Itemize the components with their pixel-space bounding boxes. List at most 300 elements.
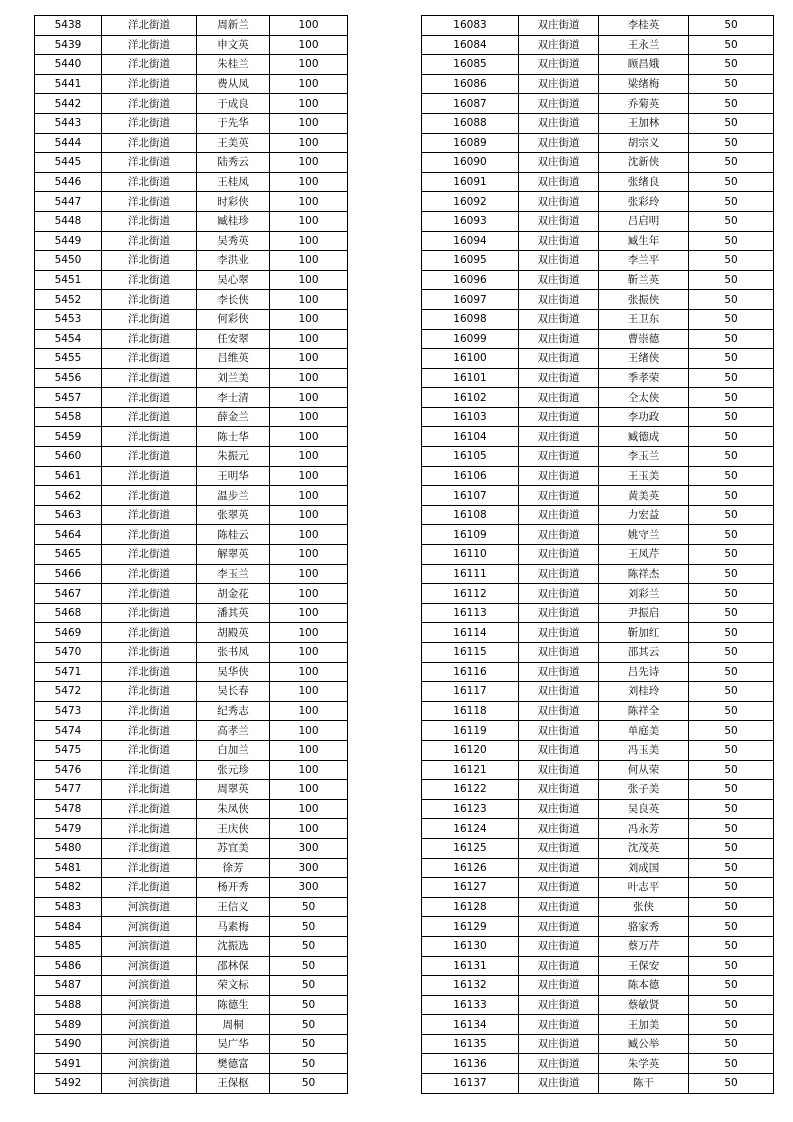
cell-id: 5473 — [35, 701, 102, 721]
table-row — [35, 231, 348, 251]
cell-street: 双庄街道 — [519, 760, 599, 780]
cell-id: 5440 — [35, 55, 102, 75]
cell-street: 双庄街道 — [519, 917, 599, 937]
cell-name: 朱学英 — [599, 1054, 689, 1074]
cell-amount: 50 — [689, 1034, 774, 1054]
cell-name: 刘彩兰 — [599, 584, 689, 604]
cell-name: 顾昌娥 — [599, 55, 689, 75]
cell-street: 洋北街道 — [102, 564, 197, 584]
table-row — [422, 172, 774, 192]
cell-name: 纪秀志 — [197, 701, 270, 721]
cell-id: 5447 — [35, 192, 102, 212]
cell-name: 时彩侠 — [197, 192, 270, 212]
table-row — [422, 211, 774, 231]
cell-id: 16093 — [422, 211, 519, 231]
cell-street: 双庄街道 — [519, 407, 599, 427]
cell-street: 洋北街道 — [102, 94, 197, 114]
cell-id: 5483 — [35, 897, 102, 917]
cell-name: 杨开秀 — [197, 878, 270, 898]
cell-id: 5489 — [35, 1015, 102, 1035]
cell-street: 双庄街道 — [519, 603, 599, 623]
table-row — [35, 623, 348, 643]
cell-id: 5472 — [35, 682, 102, 702]
cell-street: 双庄街道 — [519, 94, 599, 114]
cell-name: 单庭美 — [599, 721, 689, 741]
cell-name: 马素梅 — [197, 917, 270, 937]
cell-name: 力宏益 — [599, 505, 689, 525]
cell-name: 吴长春 — [197, 682, 270, 702]
cell-amount: 50 — [689, 407, 774, 427]
cell-street: 双庄街道 — [519, 799, 599, 819]
cell-name: 蔡敏贤 — [599, 995, 689, 1015]
cell-street: 洋北街道 — [102, 505, 197, 525]
cell-name: 王美英 — [197, 133, 270, 153]
cell-amount: 50 — [689, 662, 774, 682]
cell-amount: 50 — [689, 976, 774, 996]
cell-name: 王保安 — [599, 956, 689, 976]
table-row — [422, 838, 774, 858]
cell-amount: 50 — [689, 623, 774, 643]
cell-amount: 100 — [270, 172, 348, 192]
cell-street: 洋北街道 — [102, 427, 197, 447]
cell-name: 王卫东 — [599, 309, 689, 329]
table-row — [35, 897, 348, 917]
cell-amount: 50 — [270, 995, 348, 1015]
cell-amount: 50 — [689, 309, 774, 329]
cell-name: 解翠英 — [197, 545, 270, 565]
cell-street: 双庄街道 — [519, 564, 599, 584]
table-row — [35, 564, 348, 584]
cell-name: 白加兰 — [197, 740, 270, 760]
cell-name: 李功政 — [599, 407, 689, 427]
cell-amount: 50 — [689, 838, 774, 858]
cell-amount: 50 — [689, 466, 774, 486]
cell-street: 河滨街道 — [102, 1054, 197, 1074]
cell-street: 双庄街道 — [519, 740, 599, 760]
cell-id: 16085 — [422, 55, 519, 75]
cell-street: 双庄街道 — [519, 192, 599, 212]
table-row — [35, 760, 348, 780]
table-row — [422, 407, 774, 427]
cell-street: 洋北街道 — [102, 74, 197, 94]
cell-name: 刘兰美 — [197, 368, 270, 388]
cell-street: 双庄街道 — [519, 133, 599, 153]
cell-id: 5459 — [35, 427, 102, 447]
cell-name: 于先华 — [197, 113, 270, 133]
cell-amount: 50 — [689, 251, 774, 271]
table-row — [422, 1054, 774, 1074]
left-table — [34, 15, 348, 1094]
cell-id: 5469 — [35, 623, 102, 643]
cell-amount: 100 — [270, 427, 348, 447]
table-row — [422, 878, 774, 898]
cell-street: 洋北街道 — [102, 466, 197, 486]
cell-name: 王绪侠 — [599, 349, 689, 369]
cell-id: 16127 — [422, 878, 519, 898]
cell-name: 李洪业 — [197, 251, 270, 271]
cell-amount: 100 — [270, 760, 348, 780]
cell-amount: 100 — [270, 505, 348, 525]
cell-name: 王明华 — [197, 466, 270, 486]
cell-street: 双庄街道 — [519, 329, 599, 349]
cell-amount: 50 — [270, 956, 348, 976]
cell-street: 河滨街道 — [102, 956, 197, 976]
cell-id: 16119 — [422, 721, 519, 741]
cell-amount: 100 — [270, 211, 348, 231]
cell-id: 16099 — [422, 329, 519, 349]
cell-street: 双庄街道 — [519, 838, 599, 858]
cell-amount: 50 — [689, 995, 774, 1015]
cell-id: 5454 — [35, 329, 102, 349]
cell-name: 沈新侠 — [599, 153, 689, 173]
cell-amount: 50 — [689, 564, 774, 584]
cell-street: 双庄街道 — [519, 780, 599, 800]
cell-amount: 50 — [689, 172, 774, 192]
table-row — [422, 760, 774, 780]
table-row — [35, 466, 348, 486]
table-row — [422, 956, 774, 976]
cell-name: 冯玉美 — [599, 740, 689, 760]
cell-street: 洋北街道 — [102, 231, 197, 251]
cell-id: 16088 — [422, 113, 519, 133]
cell-name: 靳兰英 — [599, 270, 689, 290]
cell-name: 陆秀云 — [197, 153, 270, 173]
table-row — [35, 936, 348, 956]
cell-amount: 100 — [270, 740, 348, 760]
cell-id: 16107 — [422, 486, 519, 506]
table-row — [35, 309, 348, 329]
cell-street: 河滨街道 — [102, 897, 197, 917]
cell-id: 16136 — [422, 1054, 519, 1074]
table-row — [35, 55, 348, 75]
cell-street: 双庄街道 — [519, 447, 599, 467]
cell-id: 16122 — [422, 780, 519, 800]
cell-street: 洋北街道 — [102, 740, 197, 760]
cell-street: 洋北街道 — [102, 858, 197, 878]
cell-name: 朱凤侠 — [197, 799, 270, 819]
table-row — [422, 505, 774, 525]
cell-amount: 100 — [270, 270, 348, 290]
cell-amount: 100 — [270, 662, 348, 682]
cell-amount: 50 — [689, 584, 774, 604]
cell-name: 叶志平 — [599, 878, 689, 898]
cell-id: 16131 — [422, 956, 519, 976]
table-row — [422, 466, 774, 486]
cell-street: 河滨街道 — [102, 976, 197, 996]
cell-street: 洋北街道 — [102, 172, 197, 192]
table-row — [422, 976, 774, 996]
cell-amount: 100 — [270, 231, 348, 251]
cell-street: 洋北街道 — [102, 133, 197, 153]
cell-amount: 50 — [689, 349, 774, 369]
table-row — [422, 153, 774, 173]
table-row — [35, 427, 348, 447]
cell-street: 双庄街道 — [519, 878, 599, 898]
table-row — [35, 74, 348, 94]
table-row — [422, 192, 774, 212]
cell-amount: 100 — [270, 290, 348, 310]
table-row — [35, 525, 348, 545]
cell-amount: 50 — [270, 936, 348, 956]
cell-street: 双庄街道 — [519, 643, 599, 663]
table-row — [422, 1015, 774, 1035]
cell-id: 16092 — [422, 192, 519, 212]
cell-street: 洋北街道 — [102, 192, 197, 212]
cell-name: 王凤芹 — [599, 545, 689, 565]
table-row — [35, 192, 348, 212]
table-row — [422, 564, 774, 584]
table-row — [35, 113, 348, 133]
cell-amount: 100 — [270, 192, 348, 212]
cell-amount: 50 — [689, 701, 774, 721]
cell-id: 16095 — [422, 251, 519, 271]
cell-name: 陈祥杰 — [599, 564, 689, 584]
cell-id: 5460 — [35, 447, 102, 467]
cell-id: 5467 — [35, 584, 102, 604]
table-row — [35, 603, 348, 623]
cell-street: 双庄街道 — [519, 936, 599, 956]
cell-street: 双庄街道 — [519, 113, 599, 133]
cell-id: 5453 — [35, 309, 102, 329]
table-row — [422, 447, 774, 467]
cell-street: 双庄街道 — [519, 682, 599, 702]
cell-amount: 50 — [689, 211, 774, 231]
cell-id: 16086 — [422, 74, 519, 94]
table-row — [422, 603, 774, 623]
cell-id: 5461 — [35, 466, 102, 486]
cell-street: 双庄街道 — [519, 584, 599, 604]
cell-name: 靳加红 — [599, 623, 689, 643]
cell-name: 王信义 — [197, 897, 270, 917]
cell-street: 双庄街道 — [519, 270, 599, 290]
cell-street: 洋北街道 — [102, 388, 197, 408]
cell-name: 朱振元 — [197, 447, 270, 467]
cell-street: 双庄街道 — [519, 74, 599, 94]
cell-street: 洋北街道 — [102, 309, 197, 329]
cell-id: 5480 — [35, 838, 102, 858]
cell-amount: 300 — [270, 878, 348, 898]
cell-id: 16094 — [422, 231, 519, 251]
cell-amount: 100 — [270, 701, 348, 721]
table-row — [422, 721, 774, 741]
cell-id: 16133 — [422, 995, 519, 1015]
cell-id: 5468 — [35, 603, 102, 623]
cell-amount: 50 — [689, 897, 774, 917]
cell-amount: 100 — [270, 251, 348, 271]
table-row — [35, 545, 348, 565]
cell-name: 张绪良 — [599, 172, 689, 192]
cell-amount: 50 — [270, 1034, 348, 1054]
cell-street: 双庄街道 — [519, 721, 599, 741]
cell-amount: 50 — [689, 780, 774, 800]
cell-name: 冯永芳 — [599, 819, 689, 839]
cell-street: 双庄街道 — [519, 897, 599, 917]
cell-amount: 50 — [689, 35, 774, 55]
cell-name: 李玉兰 — [197, 564, 270, 584]
cell-name: 王桂凤 — [197, 172, 270, 192]
cell-name: 乔菊英 — [599, 94, 689, 114]
cell-name: 朱桂兰 — [197, 55, 270, 75]
cell-amount: 100 — [270, 643, 348, 663]
table-row — [35, 447, 348, 467]
cell-street: 河滨街道 — [102, 936, 197, 956]
cell-id: 16130 — [422, 936, 519, 956]
table-row — [422, 897, 774, 917]
cell-street: 洋北街道 — [102, 682, 197, 702]
cell-amount: 50 — [689, 486, 774, 506]
cell-name: 王加美 — [599, 1015, 689, 1035]
cell-street: 河滨街道 — [102, 995, 197, 1015]
cell-amount: 100 — [270, 603, 348, 623]
cell-id: 16125 — [422, 838, 519, 858]
cell-street: 双庄街道 — [519, 662, 599, 682]
cell-street: 双庄街道 — [519, 956, 599, 976]
cell-amount: 50 — [689, 936, 774, 956]
cell-amount: 100 — [270, 799, 348, 819]
table-row — [35, 251, 348, 271]
table-row — [422, 525, 774, 545]
cell-name: 刘成国 — [599, 858, 689, 878]
cell-name: 徐芳 — [197, 858, 270, 878]
cell-street: 洋北街道 — [102, 623, 197, 643]
table-row — [35, 1034, 348, 1054]
cell-name: 李士清 — [197, 388, 270, 408]
cell-street: 洋北街道 — [102, 545, 197, 565]
cell-street: 洋北街道 — [102, 35, 197, 55]
cell-id: 16128 — [422, 897, 519, 917]
cell-street: 双庄街道 — [519, 211, 599, 231]
cell-street: 双庄街道 — [519, 486, 599, 506]
cell-street: 双庄街道 — [519, 1054, 599, 1074]
cell-id: 16100 — [422, 349, 519, 369]
cell-id: 16116 — [422, 662, 519, 682]
cell-name: 王永兰 — [599, 35, 689, 55]
cell-id: 5457 — [35, 388, 102, 408]
cell-id: 5446 — [35, 172, 102, 192]
cell-name: 王庆侠 — [197, 819, 270, 839]
cell-amount: 50 — [689, 721, 774, 741]
cell-amount: 50 — [689, 388, 774, 408]
table-row — [35, 1054, 348, 1074]
cell-id: 5439 — [35, 35, 102, 55]
cell-street: 河滨街道 — [102, 1034, 197, 1054]
cell-id: 16087 — [422, 94, 519, 114]
table-row — [422, 799, 774, 819]
cell-amount: 50 — [689, 270, 774, 290]
cell-amount: 100 — [270, 780, 348, 800]
cell-amount: 100 — [270, 16, 348, 36]
table-row — [422, 740, 774, 760]
table-row — [422, 133, 774, 153]
cell-amount: 50 — [689, 760, 774, 780]
cell-id: 5464 — [35, 525, 102, 545]
cell-id: 16083 — [422, 16, 519, 36]
cell-name: 吴心翠 — [197, 270, 270, 290]
cell-id: 5481 — [35, 858, 102, 878]
cell-name: 邵林保 — [197, 956, 270, 976]
cell-amount: 50 — [689, 819, 774, 839]
cell-name: 尹振启 — [599, 603, 689, 623]
cell-amount: 50 — [270, 1015, 348, 1035]
table-row — [35, 349, 348, 369]
cell-id: 16121 — [422, 760, 519, 780]
cell-amount: 100 — [270, 133, 348, 153]
cell-amount: 100 — [270, 349, 348, 369]
table-row — [422, 349, 774, 369]
cell-street: 洋北街道 — [102, 584, 197, 604]
table-row — [35, 211, 348, 231]
cell-name: 周新兰 — [197, 16, 270, 36]
table-row — [422, 113, 774, 133]
cell-amount: 100 — [270, 525, 348, 545]
table-row — [35, 721, 348, 741]
cell-id: 5451 — [35, 270, 102, 290]
cell-id: 16091 — [422, 172, 519, 192]
cell-amount: 100 — [270, 35, 348, 55]
cell-amount: 50 — [689, 740, 774, 760]
cell-street: 洋北街道 — [102, 838, 197, 858]
cell-id: 5441 — [35, 74, 102, 94]
cell-amount: 50 — [270, 897, 348, 917]
table-row — [35, 172, 348, 192]
cell-street: 河滨街道 — [102, 917, 197, 937]
cell-id: 16101 — [422, 368, 519, 388]
cell-amount: 50 — [270, 976, 348, 996]
cell-id: 5478 — [35, 799, 102, 819]
cell-street: 双庄街道 — [519, 16, 599, 36]
cell-street: 双庄街道 — [519, 545, 599, 565]
cell-street: 双庄街道 — [519, 368, 599, 388]
cell-id: 16120 — [422, 740, 519, 760]
cell-amount: 50 — [689, 133, 774, 153]
cell-amount: 50 — [689, 505, 774, 525]
table-row — [422, 74, 774, 94]
cell-id: 5450 — [35, 251, 102, 271]
cell-street: 洋北街道 — [102, 701, 197, 721]
cell-street: 洋北街道 — [102, 211, 197, 231]
cell-name: 温步兰 — [197, 486, 270, 506]
table-row — [35, 329, 348, 349]
cell-amount: 50 — [270, 1074, 348, 1094]
cell-id: 5444 — [35, 133, 102, 153]
table-row — [422, 995, 774, 1015]
cell-street: 洋北街道 — [102, 153, 197, 173]
cell-id: 5479 — [35, 819, 102, 839]
cell-id: 5490 — [35, 1034, 102, 1054]
cell-id: 16109 — [422, 525, 519, 545]
cell-street: 河滨街道 — [102, 1074, 197, 1094]
cell-id: 5476 — [35, 760, 102, 780]
cell-amount: 50 — [270, 1054, 348, 1074]
cell-street: 双庄街道 — [519, 1015, 599, 1035]
cell-id: 5477 — [35, 780, 102, 800]
cell-street: 双庄街道 — [519, 858, 599, 878]
cell-street: 洋北街道 — [102, 878, 197, 898]
cell-street: 洋北街道 — [102, 780, 197, 800]
table-row — [35, 643, 348, 663]
cell-name: 王玉美 — [599, 466, 689, 486]
cell-name: 王保枢 — [197, 1074, 270, 1094]
table-row — [35, 505, 348, 525]
cell-street: 双庄街道 — [519, 231, 599, 251]
table-row — [35, 799, 348, 819]
cell-name: 费从凤 — [197, 74, 270, 94]
cell-amount: 50 — [689, 74, 774, 94]
cell-street: 双庄街道 — [519, 995, 599, 1015]
cell-street: 双庄街道 — [519, 290, 599, 310]
cell-id: 5448 — [35, 211, 102, 231]
cell-id: 5458 — [35, 407, 102, 427]
